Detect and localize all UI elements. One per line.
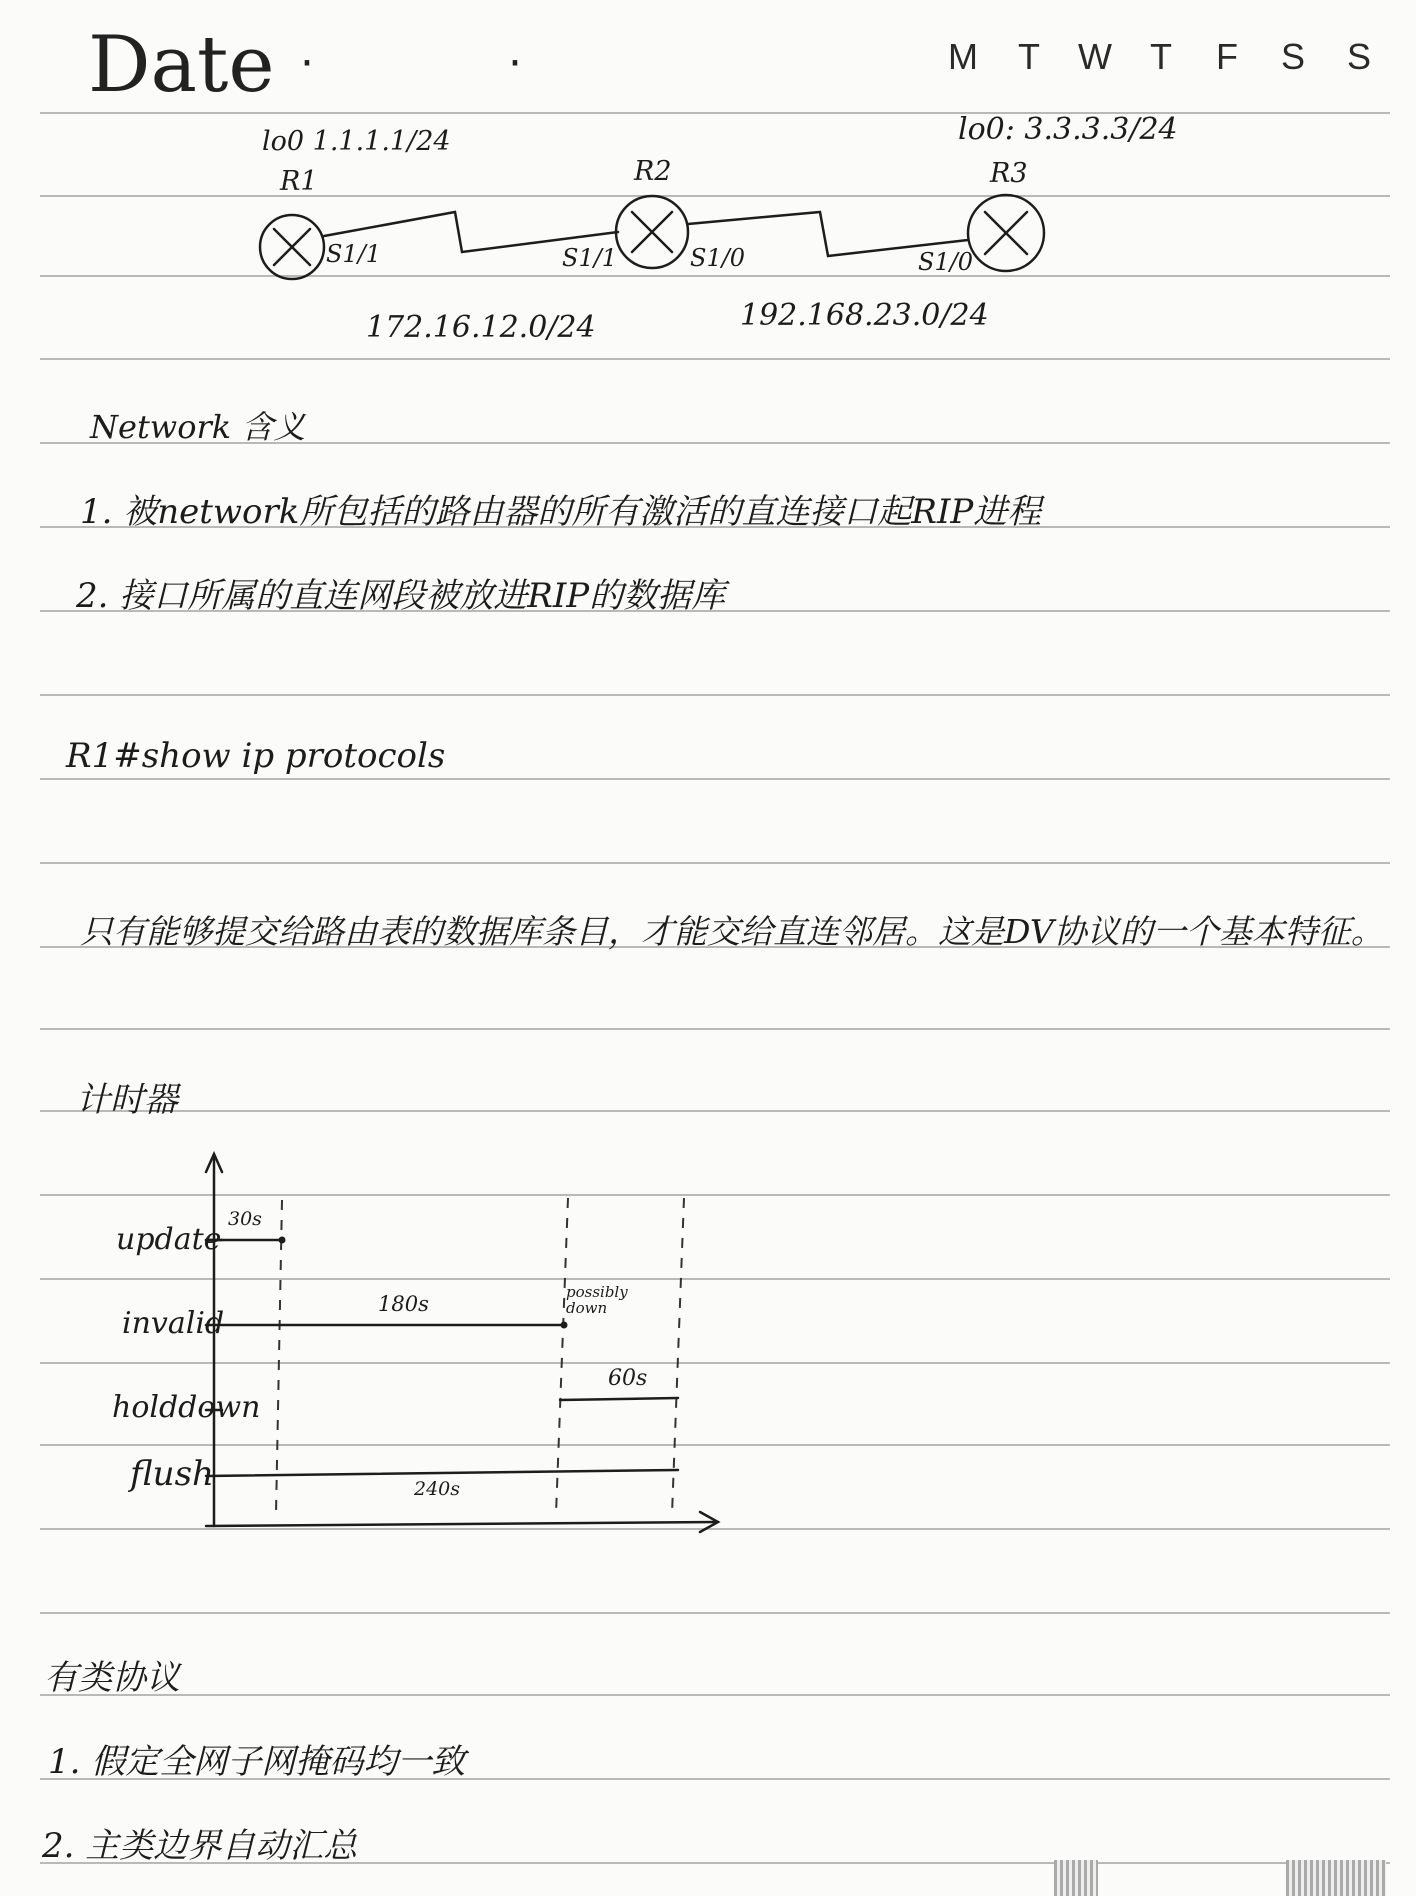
network-heading: Network 含义 <box>90 408 306 446</box>
network-point-2: 2. 接口所属的直连网段被放进RIP的数据库 <box>76 576 726 616</box>
possibly-down-label: possibly down <box>566 1283 628 1317</box>
timer-row-invalid: invalid <box>122 1306 225 1341</box>
timer-row-update: update <box>116 1222 222 1257</box>
r3-name-label: R3 <box>990 158 1028 189</box>
weekday-thu: T <box>1150 36 1172 77</box>
timer-invalid-value: 180s <box>378 1292 429 1316</box>
weekday-wed: W <box>1078 36 1112 77</box>
router-r3-icon <box>968 195 1044 271</box>
timer-update-value: 30s <box>228 1208 262 1230</box>
r2-left-interface-label: S1/1 <box>562 244 618 272</box>
guide-240s <box>672 1198 684 1514</box>
guide-180s <box>556 1198 568 1514</box>
weekday-sun: S <box>1346 36 1371 77</box>
weekday-mon: M <box>948 36 978 77</box>
weekday-sat: S <box>1280 36 1305 77</box>
subnet-23-label: 192.168.23.0/24 <box>740 298 989 333</box>
r2-right-interface-label: S1/0 <box>690 244 746 272</box>
subnet-12-label: 172.16.12.0/24 <box>366 310 596 345</box>
r1-name-label: R1 <box>280 166 318 197</box>
r2-name-label: R2 <box>634 156 672 187</box>
timer-end-dot <box>561 1322 568 1329</box>
classful-point-1: 1. 假定全网子网掩码均一致 <box>48 1742 466 1782</box>
timer-row-holddown: holddown <box>112 1390 261 1425</box>
weekday-tue: T <box>1018 36 1040 77</box>
timer-holddown-value: 60s <box>608 1366 648 1391</box>
dv-protocol-note: 只有能够提交给路由表的数据库条目，才能交给直连邻居。这是DV协议的一个基本特征。 <box>80 912 1384 951</box>
timers-heading: 计时器 <box>76 1080 178 1120</box>
timer-end-dot <box>279 1237 286 1244</box>
network-point-1: 1. 被network所包括的路由器的所有激活的直连接口起RIP进程 <box>80 492 1042 532</box>
show-command: R1#show ip protocols <box>66 736 446 776</box>
router-r2-icon <box>616 196 688 268</box>
r3-loopback-label: lo0: 3.3.3.3/24 <box>958 112 1178 147</box>
classful-heading: 有类协议 <box>44 1658 180 1698</box>
timer-flush-value: 240s <box>414 1478 461 1500</box>
router-r1-icon <box>260 215 324 279</box>
timer-bar-flush <box>206 1470 678 1476</box>
guide-30s <box>276 1200 282 1514</box>
binding-edge <box>1286 1860 1386 1896</box>
weekday-fri: F <box>1216 36 1238 77</box>
timer-bar-holddown <box>560 1398 678 1400</box>
date-label: Date <box>88 20 275 110</box>
r3-interface-label: S1/0 <box>918 248 974 276</box>
date-dots: · · <box>300 38 612 89</box>
timer-x-axis <box>206 1522 718 1526</box>
timer-row-flush: flush <box>130 1454 214 1494</box>
binding-edge <box>1054 1860 1098 1896</box>
classful-point-2: 2. 主类边界自动汇总 <box>42 1826 358 1866</box>
r1-loopback-label: lo0 1.1.1.1/24 <box>262 126 451 157</box>
r1-interface-label: S1/1 <box>326 240 382 268</box>
